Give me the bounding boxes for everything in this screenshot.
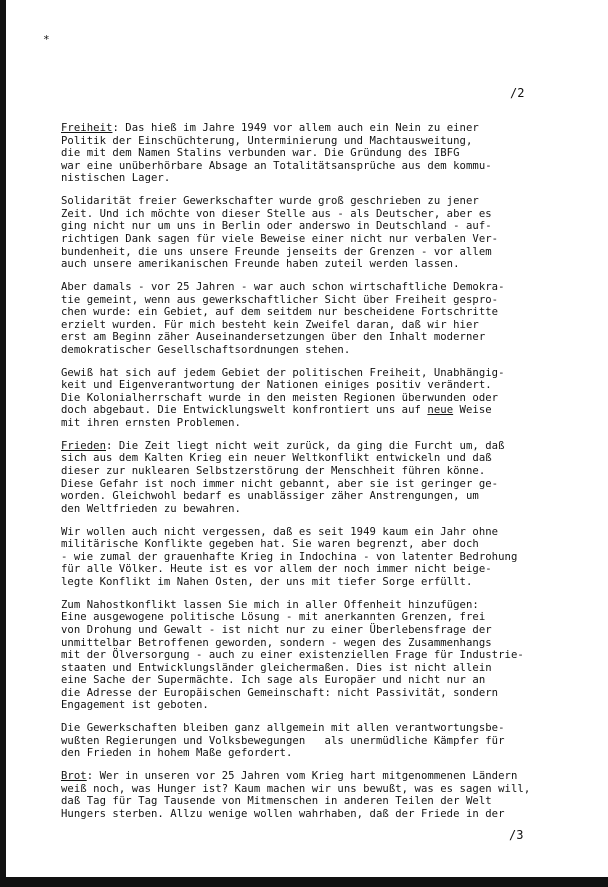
text-line [61, 160, 561, 173]
text-line [61, 246, 561, 259]
line-text: die Adresse der Europäischen Gemeinschaft: nicht Passivität, sondern [61, 686, 499, 699]
text-line [61, 783, 561, 796]
line-text: Diese Gefahr ist noch immer nicht gebannt, aber sie ist geringer ge- [61, 477, 499, 490]
text-line [61, 135, 561, 148]
line-text: sich aus dem Kalten Krieg ein neuer Weltkonflikt entwickeln und daß [61, 452, 492, 465]
text-line [61, 331, 561, 344]
line-text: Wir wollen auch nicht vergessen, daß es seit 1949 kaum ein Jahr ohne [61, 525, 499, 538]
line-text: legte Konflikt im Nahen Osten, der uns mit tiefer Sorge erfüllt. [61, 575, 473, 588]
text-line [61, 440, 561, 453]
text-line [61, 122, 561, 135]
line-text: unmittelbar Betroffenen geworden, sondern - wegen des Zusammenhangs [61, 636, 492, 649]
text-line [61, 258, 561, 271]
line-text: nistischen Lager. [61, 172, 171, 185]
line-text: Politik der Einschüchterung, Unterminierung und Machtausweitung, [61, 134, 473, 147]
text-line [61, 599, 561, 612]
text-line [61, 735, 561, 748]
line-text: erst am Beginn zäher Auseinandersetzungen über den Inhalt moderner [61, 331, 486, 344]
text-line [61, 417, 561, 430]
text-line [61, 722, 561, 735]
text-line [61, 662, 561, 675]
line-text: Solidarität freier Gewerkschafter wurde groß geschrieben zu jener [61, 195, 479, 208]
paragraph [61, 367, 561, 430]
text-line [61, 478, 561, 491]
line-text: ging nicht nur um uns in Berlin oder anderswo in Deutschland - auf- [61, 220, 492, 233]
line-text: Die Kolonialherrschaft wurde in den meisten Regionen überwunden oder [61, 391, 499, 404]
line-text: dieser zur nuklearen Selbstzerstörung der Menschheit führen könne. [61, 465, 486, 477]
corner-mark: * [43, 33, 50, 46]
text-line [61, 319, 561, 332]
line-text: Hungers sterben. Allzu wenige wollen wahrhaben, daß der Friede in der [61, 808, 505, 820]
section-heading: Frieden [61, 439, 106, 452]
text-line [61, 503, 561, 516]
line-text: Gewiß hat sich auf jedem Gebiet der politischen Freiheit, Unabhängig- [61, 366, 505, 379]
text-line [61, 392, 561, 405]
line-text: Die Gewerkschaften bleiben ganz allgemein mit allen verantwortungsbe- [61, 722, 505, 735]
text-line [61, 404, 561, 417]
text-line [61, 551, 561, 564]
line-text: den Frieden in hohem Maße gefordert. [61, 747, 293, 760]
line-text: Zeit. Und ich möchte von dieser Stelle aus - als Deutscher, aber es [61, 207, 492, 220]
line-text: war eine unüberhörbare Absage an Totalitätsansprüche aus dem kommu- [61, 159, 492, 172]
text-line [61, 452, 561, 465]
line-text: : Wer in unseren vor 25 Jahren vom Krieg hart mitgenommenen Ländern [86, 770, 518, 783]
text-line [61, 147, 561, 160]
line-text: : Die Zeit liegt nicht weit zurück, da ging die Furcht um, daß [106, 439, 505, 452]
line-text: bundenheit, die uns unsere Freunde jenseits der Grenzen - vor allem [61, 245, 492, 258]
line-text: wußten Regierungen und Volksbewegungen als unermüdliche Kämpfer für [61, 734, 505, 747]
line-text: tie gemeint, wenn aus gewerkschaftlicher Sicht über Freiheit gespro- [61, 293, 499, 306]
text-line [61, 306, 561, 319]
paragraph [61, 599, 561, 712]
text-line [61, 344, 561, 357]
text-line [61, 367, 561, 380]
line-text: weiß noch, was Hunger ist? Kaum machen wir uns bewußt, was es sagen will, [61, 782, 531, 795]
line-text: worden. Gleichwohl bedarf es unablässiger zäher Anstrengungen, um [61, 490, 479, 503]
line-text: staaten und Entwicklungsländer gleichermaßen. Dies ist nicht allein [61, 661, 492, 674]
page-number-top: /2 [510, 86, 525, 100]
line-text: : Das hieß im Jahre 1949 vor allem auch ein Nein zu einer [112, 122, 479, 134]
paragraph [61, 281, 561, 357]
paragraph [61, 122, 561, 185]
line-text: - wie zumal der grauenhafte Krieg in Indochina - von latenter Bedrohung [61, 550, 518, 563]
text-line [61, 208, 561, 221]
paragraph [61, 722, 561, 760]
line-text: chen wurde: ein Gebiet, auf dem seitdem nur bescheidene Fortschritte [61, 306, 499, 319]
line-text-continued: Weise [453, 404, 492, 417]
line-text: die mit dem Namen Stalins verbunden war. Die Gründung des IBFG [61, 147, 460, 160]
text-line [61, 195, 561, 208]
text-line [61, 611, 561, 624]
line-text: von Drohung und Gewalt - ist nicht nur zu einer Überlebensfrage der [61, 623, 492, 636]
line-text: Aber damals - vor 25 Jahren - war auch schon wirtschaftliche Demokra- [61, 280, 505, 293]
line-text: richtigen Dank sagen für viele Beweise einer nicht nur verbalen Ver- [61, 232, 499, 245]
line-text: den Weltfrieden zu bewahren. [61, 502, 241, 515]
text-line [61, 674, 561, 687]
text-line [61, 747, 561, 760]
paragraph [61, 195, 561, 271]
line-text: für alle Völker. Heute ist es vor allem der noch immer nicht beige- [61, 563, 492, 576]
text-line [61, 687, 561, 700]
scan-border-left [0, 0, 6, 887]
line-text: daß Tag für Tag Tausende von Mitmenschen in anderen Teilen der Welt [61, 795, 492, 808]
section-heading: Brot [61, 770, 87, 783]
section-heading: Freiheit [61, 122, 113, 134]
text-line [61, 294, 561, 307]
text-line [61, 624, 561, 637]
text-line [61, 220, 561, 233]
text-line [61, 379, 561, 392]
text-line [61, 563, 561, 576]
emphasized-word: neue [427, 404, 454, 417]
line-text: mit ihren ernsten Problemen. [61, 417, 241, 430]
line-text: mit der Ölversorgung - auch zu einer existenziellen Frage für Industrie- [61, 649, 524, 662]
text-line [61, 526, 561, 539]
line-text: keit und Eigenverantwortung der Nationen einiges positiv verändert. [61, 379, 492, 392]
text-line [61, 490, 561, 503]
text-line [61, 770, 561, 783]
line-text: eine Sache der Supermächte. Ich sage als Europäer und nicht nur an [61, 674, 486, 687]
scan-border-bottom [0, 877, 608, 887]
line-text: erzielt wurden. Für mich besteht kein Zweifel daran, daß wir hier [61, 318, 479, 331]
text-line [61, 637, 561, 650]
line-text: Eine ausgewogene politische Lösung - mit anerkannten Grenzen, frei [61, 611, 486, 624]
text-line [61, 576, 561, 589]
line-text: demokratischer Gesellschaftsordnungen stehen. [61, 343, 351, 356]
line-text: Zum Nahostkonflikt lassen Sie mich in aller Offenheit hinzufügen: [61, 598, 479, 611]
text-line [61, 808, 561, 821]
line-text: doch abgebaut. Die Entwicklungswelt konfrontiert uns auf [61, 404, 428, 417]
body-text [61, 122, 561, 831]
line-text: auch unsere amerikanischen Freunde haben zuteil werden lassen. [61, 258, 460, 271]
paragraph [61, 770, 561, 820]
text-line [61, 281, 561, 294]
line-text: militärische Konflikte gegeben hat. Sie waren begrenzt, aber doch [61, 538, 479, 551]
paragraph [61, 526, 561, 589]
text-line [61, 649, 561, 662]
text-line [61, 538, 561, 551]
text-line [61, 699, 561, 712]
text-line [61, 233, 561, 246]
page-number-bottom: /3 [509, 828, 524, 842]
text-line [61, 172, 561, 185]
paragraph [61, 440, 561, 516]
text-line [61, 465, 561, 478]
text-line [61, 795, 561, 808]
line-text: Engagement ist geboten. [61, 699, 209, 712]
